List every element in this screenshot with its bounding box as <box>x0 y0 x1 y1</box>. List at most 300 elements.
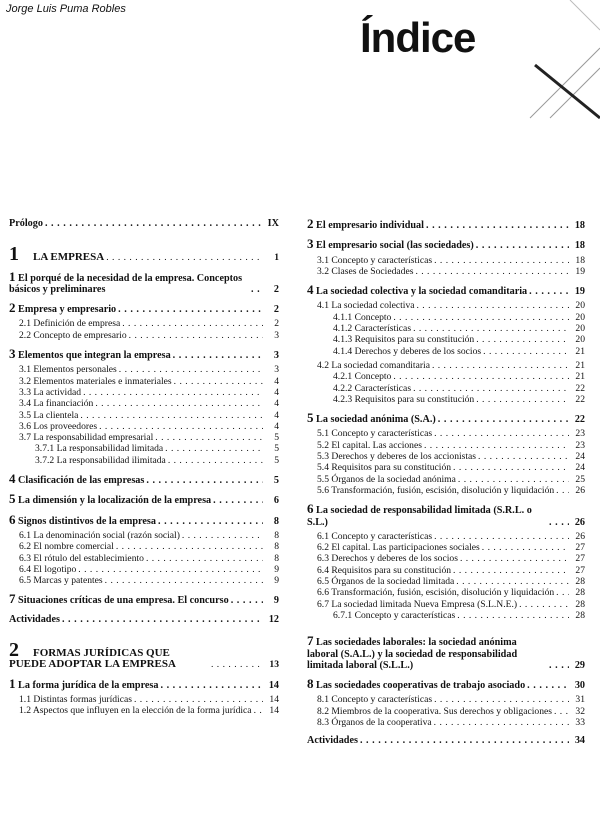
page-number: 6 <box>273 495 279 507</box>
dot-leader <box>155 432 263 443</box>
dot-leader <box>482 542 569 553</box>
toc-entry-title <box>307 503 547 528</box>
toc-entry-title <box>19 410 78 421</box>
toc-entry <box>9 614 279 625</box>
toc-entry <box>9 387 279 398</box>
page-number: 9 <box>273 595 279 607</box>
dot-leader <box>458 474 569 485</box>
dot-leader <box>476 334 569 345</box>
page-number: 4 <box>274 398 279 410</box>
page-number: 1 <box>274 252 279 264</box>
toc-entry-title <box>9 511 156 527</box>
toc-entry <box>307 485 585 496</box>
page-number: 32 <box>575 705 585 717</box>
toc-entry-title <box>333 383 411 394</box>
dot-leader <box>174 376 263 387</box>
toc-entry <box>307 717 585 728</box>
page-number: 24 <box>575 462 585 474</box>
dot-leader <box>83 387 263 398</box>
dot-leader <box>158 516 263 527</box>
page-number: IX <box>267 218 279 229</box>
toc-entry-title <box>317 451 476 462</box>
toc-entry-title <box>9 593 229 606</box>
page-number: 25 <box>575 473 585 485</box>
section-number: 7 <box>307 633 314 649</box>
entry-text: Clasificación de las empresas <box>18 475 145 487</box>
entry-text: 3.7 La responsabilidad empresarial <box>19 432 154 444</box>
toc-entry-title <box>317 565 451 576</box>
toc-entry-title <box>317 255 432 266</box>
toc-entry-title <box>333 394 474 405</box>
page-number: 3 <box>273 350 279 362</box>
page-number: 27 <box>575 542 585 554</box>
entry-text: Las sociedades cooperativas de trabajo asociado <box>316 680 526 692</box>
toc-entry-title <box>19 541 114 552</box>
author-name: Jorge Luis Puma Robles <box>6 3 126 15</box>
toc-entry-title <box>317 485 554 496</box>
entry-text: 5.3 Derechos y deberes de los accionistas <box>317 451 477 463</box>
page-number: 23 <box>575 428 585 440</box>
toc-entry-title <box>333 323 411 334</box>
entry-text: 4.2.1 Concepto <box>333 371 392 383</box>
toc-entry-title <box>317 717 432 728</box>
toc-entry <box>9 302 279 315</box>
page-number: 4 <box>274 409 279 421</box>
dot-leader <box>393 371 569 382</box>
dot-leader <box>476 240 569 251</box>
page-number: 34 <box>574 735 585 747</box>
toc-entry-title <box>19 564 76 575</box>
dot-leader <box>393 312 569 323</box>
entry-text: 5.2 El capital. Las acciones <box>317 439 422 451</box>
toc-entry <box>307 610 585 621</box>
page-number: 21 <box>575 371 585 383</box>
toc-entry-title <box>35 443 163 454</box>
dot-leader <box>438 414 569 425</box>
dot-leader <box>519 599 569 610</box>
toc-entry-title <box>19 330 127 341</box>
toc-entry-title <box>317 576 454 587</box>
page-number: 28 <box>575 609 585 621</box>
toc-entry-title <box>19 376 172 387</box>
toc-entry-title <box>35 455 166 466</box>
entry-text: Empresa y empresario <box>18 304 117 316</box>
entry-text: 6.1 Concepto y características <box>317 530 433 542</box>
page-number: 14 <box>269 693 279 705</box>
toc-entry <box>9 473 279 486</box>
toc-entry <box>307 451 585 462</box>
dot-leader <box>211 659 263 670</box>
toc-entry-title <box>317 440 422 451</box>
toc-entry <box>307 323 585 334</box>
page-number: 28 <box>575 598 585 610</box>
page-number: 9 <box>274 575 279 587</box>
dot-leader <box>426 220 569 231</box>
dot-leader <box>80 410 263 421</box>
page-number: 18 <box>575 254 585 266</box>
entry-text: 4.1 La sociedad colectiva <box>317 300 415 312</box>
dot-leader <box>554 706 569 717</box>
page-number: 3 <box>274 364 279 376</box>
toc-entry-title <box>317 300 415 311</box>
toc-entry-title <box>307 238 474 251</box>
toc-entry-title <box>19 575 103 586</box>
page-number: 8 <box>274 541 279 553</box>
page-number: 22 <box>575 393 585 405</box>
dot-leader <box>417 300 570 311</box>
dot-leader <box>556 485 569 496</box>
entry-text: 6.7.1 Concepto y características <box>333 609 456 621</box>
page-number: 5 <box>273 475 279 487</box>
dot-leader <box>62 614 263 625</box>
entry-text: 2.1 Definición de empresa <box>19 318 121 330</box>
entry-text: 5.6 Transformación, fusión, escisión, disolución y liquidación <box>317 484 555 496</box>
entry-text: Actividades <box>9 613 60 625</box>
dot-leader <box>434 694 569 705</box>
toc-entry-title <box>9 218 43 229</box>
section-number: 2 <box>9 300 16 316</box>
toc-entry-title <box>333 334 474 345</box>
page-number: 26 <box>575 484 585 496</box>
section-number: 4 <box>9 471 16 487</box>
dot-leader <box>168 455 263 466</box>
toc-entry <box>307 394 585 405</box>
entry-text: La dimensión y la localización de la empresa <box>18 495 212 507</box>
toc-entry <box>307 428 585 439</box>
entry-text: 3.4 La financiación <box>19 398 94 410</box>
page-number: 8 <box>274 529 279 541</box>
toc-entry-title <box>19 530 180 541</box>
dot-leader <box>478 451 569 462</box>
page-title: Índice <box>360 14 476 61</box>
toc-entry <box>9 639 279 671</box>
toc-entry <box>9 493 279 506</box>
page-number: 14 <box>269 705 279 717</box>
toc-entry <box>9 398 279 409</box>
toc-entry-title <box>317 531 432 542</box>
toc-entry <box>9 376 279 387</box>
entry-text: 4.1.3 Requisitos para su constitución <box>333 334 475 346</box>
section-number: 1 <box>9 268 16 284</box>
toc-entry-title <box>317 360 430 371</box>
toc-entry <box>307 334 585 345</box>
entry-text: La forma jurídica de la empresa <box>18 679 159 691</box>
toc-entry <box>9 330 279 341</box>
toc-entry-title <box>333 346 481 357</box>
dot-leader <box>45 218 263 229</box>
dot-leader <box>254 705 263 716</box>
toc-entry <box>307 678 585 691</box>
toc-entry <box>307 599 585 610</box>
entry-text: 3.3 La actividad <box>19 386 82 398</box>
dot-leader <box>415 266 569 277</box>
toc-entry <box>9 553 279 564</box>
toc-entry-title <box>19 398 93 409</box>
page-number: 24 <box>575 451 585 463</box>
page-number: 26 <box>574 516 585 528</box>
page-number: 5 <box>274 432 279 444</box>
entry-text: 3.7.2 La responsabilidad ilimitada <box>35 454 166 466</box>
toc-entry <box>9 564 279 575</box>
page-number: 28 <box>575 587 585 599</box>
dot-leader <box>476 394 569 405</box>
dot-leader <box>119 364 263 375</box>
dot-leader <box>434 717 569 728</box>
toc-entry <box>307 346 585 357</box>
entry-text: 8.1 Concepto y características <box>317 694 433 706</box>
section-number: 6 <box>307 501 314 517</box>
entry-text: Signos distintivos de la empresa <box>18 515 156 527</box>
toc-entry <box>307 255 585 266</box>
entry-text: La sociedad de responsabilidad limitada (S.R.L. o S.L.) <box>307 505 532 528</box>
toc-entry-title <box>333 312 391 323</box>
dot-leader <box>434 428 569 439</box>
page-number: 18 <box>574 220 585 231</box>
toc-entry <box>307 462 585 473</box>
dot-leader <box>529 286 569 297</box>
entry-text: 6.5 Órganos de la sociedad limitada <box>317 576 455 588</box>
section-number: 5 <box>9 491 16 507</box>
page-number: 22 <box>575 382 585 394</box>
dot-leader <box>173 350 263 361</box>
entry-text: Situaciones críticas de una empresa. El concurso <box>18 595 229 607</box>
page-number: 14 <box>268 679 279 691</box>
dot-leader <box>116 541 263 552</box>
toc-entry-title <box>317 553 458 564</box>
toc-entry <box>307 218 585 231</box>
toc-entry <box>307 576 585 587</box>
toc-entry-title <box>9 493 211 506</box>
toc-entry-title <box>317 428 432 439</box>
toc-entry <box>9 705 279 716</box>
page-number: 30 <box>574 680 585 692</box>
toc-entry <box>9 443 279 454</box>
dot-leader <box>424 440 569 451</box>
toc-entry-title <box>333 610 455 621</box>
entry-text: 5.4 Requisitos para su constitución <box>317 462 452 474</box>
page-number: 5 <box>274 443 279 455</box>
toc-entry-title <box>317 474 456 485</box>
toc-entry <box>307 474 585 485</box>
page-number: 22 <box>574 414 585 426</box>
entry-text: Las sociedades laborales: la sociedad anónima laboral (S.A.L.) y la sociedad de responsabilidad limitada laboral (S.L.L.) <box>307 637 518 671</box>
entry-text: 5.5 Órganos de la sociedad anónima <box>317 473 456 485</box>
dot-leader <box>146 475 263 486</box>
dot-leader <box>527 680 569 691</box>
toc-entry <box>9 243 279 266</box>
dot-leader <box>413 323 569 334</box>
toc-entry <box>307 284 585 297</box>
section-number: 6 <box>9 511 16 527</box>
page-number: 4 <box>274 386 279 398</box>
toc-entry-title <box>317 462 451 473</box>
toc-entry-title <box>317 694 432 705</box>
entry-text: 6.6 Transformación, fusión, escisión, disolución y liquidación <box>317 587 555 599</box>
page-number: 9 <box>274 563 279 575</box>
dot-leader <box>146 553 263 564</box>
entry-text: Elementos que integran la empresa <box>18 350 171 362</box>
dot-leader <box>556 587 569 598</box>
entry-text: 4.2.2 Características <box>333 382 412 394</box>
toc-entry <box>9 218 279 229</box>
dot-leader <box>160 680 263 691</box>
toc-entry-title <box>317 599 517 610</box>
dot-leader <box>165 443 263 454</box>
section-number: 2 <box>9 639 19 662</box>
toc-entry-title <box>307 678 525 691</box>
toc-entry-title <box>9 675 159 691</box>
toc-entry <box>307 542 585 553</box>
toc-entry-title <box>19 694 132 705</box>
entry-text: 8.2 Miembros de la cooperativa. Sus derechos y obligaciones <box>317 705 552 717</box>
section-number: 5 <box>307 410 314 426</box>
page-number: 4 <box>274 375 279 387</box>
dot-leader <box>78 564 263 575</box>
entry-text: 4.1.1 Concepto <box>333 311 392 323</box>
page-number: 29 <box>574 659 585 671</box>
dot-leader <box>434 255 569 266</box>
toc-entry <box>9 694 279 705</box>
dot-leader <box>134 694 263 705</box>
toc-entry <box>307 587 585 598</box>
toc-entry-title <box>9 348 171 361</box>
toc-entry <box>307 360 585 371</box>
toc-entry <box>9 348 279 361</box>
dot-leader <box>413 383 569 394</box>
entry-text: Actividades <box>307 735 358 747</box>
toc-entry-title <box>317 266 413 277</box>
entry-text: 6.2 El nombre comercial <box>19 541 114 553</box>
entry-text: El empresario individual <box>316 220 424 231</box>
toc-entry <box>9 268 279 296</box>
entry-text: LA EMPRESA <box>33 251 105 264</box>
page-number: 12 <box>268 613 279 625</box>
page-number: 3 <box>274 329 279 341</box>
entry-text: 6.2 El capital. Las participaciones sociales <box>317 542 480 554</box>
toc-entry <box>307 238 585 251</box>
dot-leader <box>129 330 263 341</box>
toc-entry-title <box>9 639 209 671</box>
toc-entry <box>307 565 585 576</box>
page-number: 21 <box>575 345 585 357</box>
toc-entry <box>307 694 585 705</box>
page-number: 5 <box>274 454 279 466</box>
page-number: 23 <box>575 439 585 451</box>
entry-text: 8.3 Órganos de la cooperativa <box>317 716 432 728</box>
entry-text: 4.1.4 Derechos y deberes de los socios <box>333 345 482 357</box>
page-number: 19 <box>574 286 585 298</box>
toc-entry <box>307 412 585 425</box>
toc-entry <box>9 410 279 421</box>
dot-leader <box>213 495 263 506</box>
toc-entry-title <box>19 364 117 375</box>
section-number: 1 <box>9 675 16 691</box>
toc-entry-title <box>19 387 81 398</box>
section-number: 8 <box>307 676 314 692</box>
entry-text: 6.4 El logotipo <box>19 563 77 575</box>
toc-entry-title <box>317 587 554 598</box>
toc-entry-title <box>307 412 436 425</box>
dot-leader <box>118 304 263 315</box>
page-number: 4 <box>274 420 279 432</box>
page-number: 27 <box>575 564 585 576</box>
toc-entry <box>307 440 585 451</box>
entry-text: La sociedad anónima (S.A.) <box>316 414 436 426</box>
page-number: 19 <box>575 265 585 277</box>
toc-entry-title <box>19 421 97 432</box>
toc-entry <box>307 371 585 382</box>
dot-leader <box>106 252 263 263</box>
toc-entry <box>307 383 585 394</box>
entry-text: 6.3 El rótulo del establecimiento <box>19 552 144 564</box>
dot-leader <box>460 553 569 564</box>
dot-leader <box>360 735 569 746</box>
toc-entry <box>307 553 585 564</box>
dot-leader <box>182 530 263 541</box>
page-number: 20 <box>575 323 585 335</box>
toc-entry-title <box>307 635 547 671</box>
toc-left-column <box>9 218 279 717</box>
decorative-lines <box>510 0 600 120</box>
section-number: 3 <box>307 236 314 252</box>
page-number: 2 <box>273 283 279 295</box>
page-number: 26 <box>575 530 585 542</box>
page-number: 18 <box>574 240 585 252</box>
entry-text: 5.1 Concepto y características <box>317 428 433 440</box>
entry-text: 3.7.1 La responsabilidad limitada <box>35 443 164 455</box>
page-number: 2 <box>274 318 279 330</box>
entry-text: 3.6 Los proveedores <box>19 420 98 432</box>
dot-leader <box>95 398 263 409</box>
toc-entry-title <box>317 542 480 553</box>
dot-leader <box>549 517 569 528</box>
entry-text: 3.1 Elementos personales <box>19 364 117 376</box>
toc-entry <box>307 735 585 746</box>
page-number: 21 <box>575 359 585 371</box>
page-number: 8 <box>274 552 279 564</box>
toc-entry-title <box>333 371 391 382</box>
dot-leader <box>483 346 569 357</box>
toc-entry-title <box>9 302 116 315</box>
toc-entry-title <box>19 432 153 443</box>
toc-entry <box>307 300 585 311</box>
page-number: 33 <box>575 716 585 728</box>
toc-entry <box>9 318 279 329</box>
entry-text: La sociedad colectiva y la sociedad comanditaria <box>316 286 528 298</box>
entry-text: 4.2.3 Requisitos para su constitución <box>333 393 475 405</box>
page-number: 13 <box>269 659 279 671</box>
section-number: 4 <box>307 282 314 298</box>
toc-entry-title <box>19 705 252 716</box>
toc-entry <box>307 706 585 717</box>
toc-entry <box>307 266 585 277</box>
toc-entry <box>9 575 279 586</box>
dot-leader <box>453 462 569 473</box>
page-number: 8 <box>273 515 279 527</box>
section-number: 2 <box>307 216 314 231</box>
dot-leader <box>434 531 569 542</box>
page-number: 2 <box>273 304 279 316</box>
entry-text: 1.1 Distintas formas jurídicas <box>19 693 132 705</box>
toc-entry-title <box>307 284 527 297</box>
toc-entry-title <box>317 706 552 717</box>
entry-text: 1.2 Aspectos que influyen en la elección de la forma jurídica <box>19 705 252 717</box>
dot-leader <box>231 595 263 606</box>
toc-entry <box>9 421 279 432</box>
toc-entry-title <box>307 218 424 231</box>
toc-entry <box>307 635 585 671</box>
entry-text: 4.1.2 Características <box>333 323 412 335</box>
